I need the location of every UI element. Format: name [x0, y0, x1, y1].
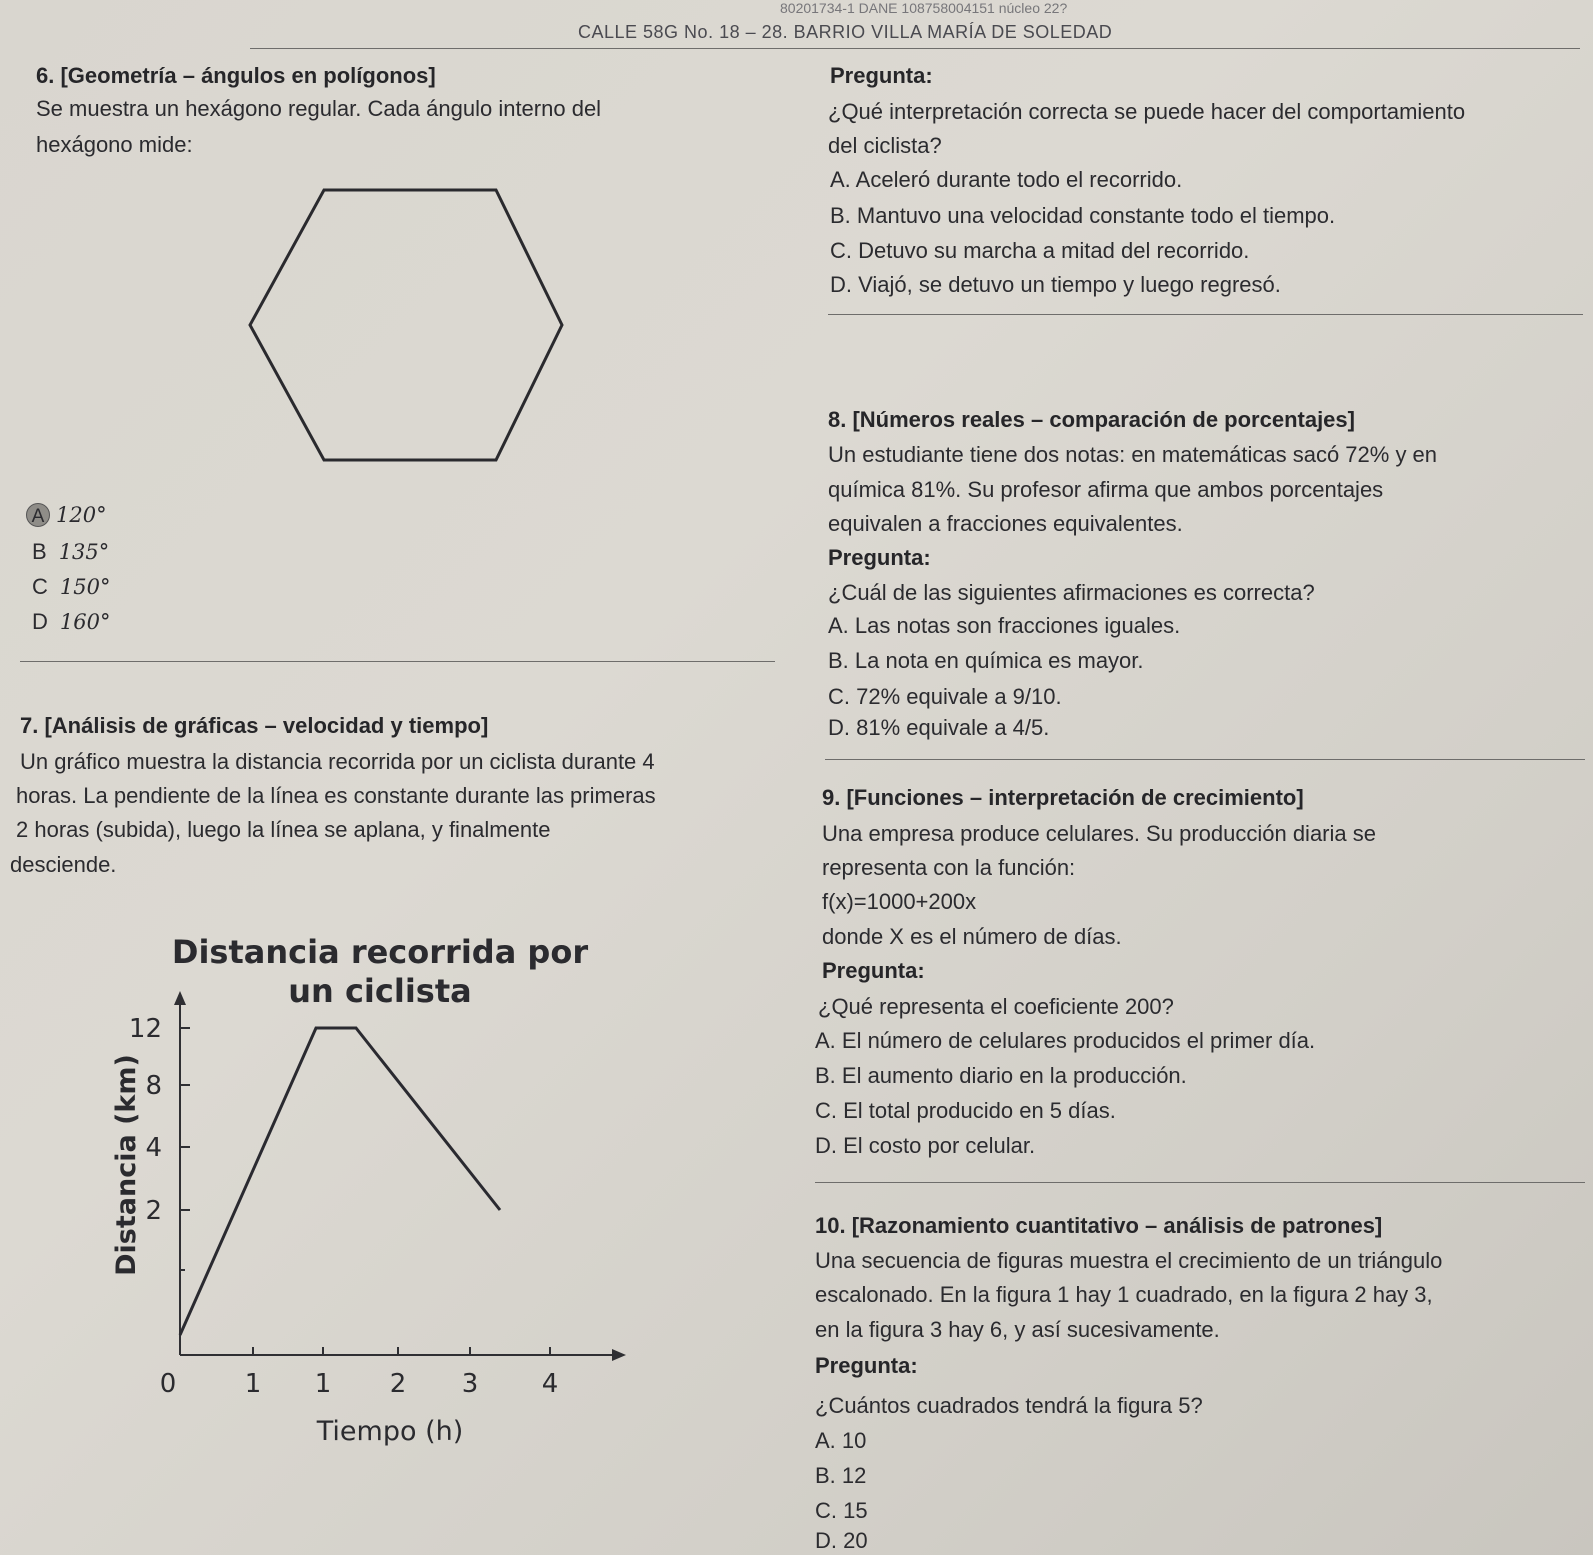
q10-question-label: Pregunta: [815, 1353, 918, 1378]
x-tick-label: 2 [389, 1369, 407, 1399]
q10-option-b[interactable]: B. 12 [815, 1463, 867, 1488]
q9-formula: f(x)=1000+200x [822, 889, 977, 914]
q7-line-2: horas. La pendiente de la línea es constante durante las primeras [16, 783, 656, 808]
q6-option-b-letter: B [32, 539, 47, 564]
q8-option-b[interactable]: B. La nota en química es mayor. [828, 648, 1144, 673]
q6-option-d[interactable] [32, 609, 110, 635]
q9-title: 9. [Funciones – interpretación de crecimiento] [822, 785, 1304, 810]
q10-line-2: escalonado. En la figura 1 hay 1 cuadrado, en la figura 2 hay 3, [815, 1282, 1433, 1307]
q7-question-line-2: del ciclista? [828, 133, 942, 158]
q8-option-a[interactable]: A. Las notas son fracciones iguales. [828, 613, 1181, 638]
q9-line-2: representa con la función: [822, 855, 1076, 880]
x-axis-arrow-icon [612, 1349, 626, 1361]
q6-option-d-letter: D [32, 609, 48, 634]
q9-question-label: Pregunta: [822, 958, 925, 983]
q9-option-a[interactable]: A. El número de celulares producidos el primer día. [815, 1028, 1316, 1053]
q10-option-c[interactable]: C. 15 [815, 1498, 868, 1523]
q9-separator [815, 1182, 1585, 1183]
q10-option-d[interactable]: D. 20 [815, 1528, 868, 1553]
y-tick-label: 2 [145, 1196, 162, 1226]
hexagon-shape [250, 190, 562, 460]
y-tick-label: 4 [145, 1133, 162, 1163]
header-top-line: 80201734-1 DANE 108758004151 núcleo 22? [780, 0, 1068, 16]
q8-option-d[interactable]: D. 81% equivale a 4/5. [828, 715, 1050, 740]
q9-question: ¿Qué representa el coeficiente 200? [818, 994, 1174, 1019]
x-tick-label: 1 [244, 1369, 262, 1399]
q7-option-b[interactable]: B. Mantuvo una velocidad constante todo el tiempo. [830, 203, 1336, 228]
header-rule [250, 48, 1580, 49]
q8-line-2: química 81%. Su profesor afirma que ambos porcentajes [828, 477, 1384, 502]
x-tick-label: 4 [541, 1369, 559, 1399]
q7-title: 7. [Análisis de gráficas – velocidad y tiempo] [20, 713, 489, 738]
q6-line-2: hexágono mide: [36, 132, 193, 157]
q6-option-c-value: 150° [59, 575, 111, 599]
q9-option-d[interactable]: D. El costo por celular. [815, 1133, 1036, 1158]
q7-line-1: Un gráfico muestra la distancia recorrida por un ciclista durante 4 [20, 749, 655, 774]
q7-question-line-1: ¿Qué interpretación correcta se puede hacer del comportamiento [828, 99, 1466, 124]
q7-separator [828, 314, 1583, 315]
q6-option-b[interactable] [32, 539, 109, 565]
distance-time-chart [90, 925, 740, 1460]
q7-option-d[interactable]: D. Viajó, se detuvo un tiempo y luego regresó. [830, 272, 1281, 297]
q10-line-3: en la figura 3 hay 6, y así sucesivamente. [815, 1317, 1220, 1342]
x-tick-label: 1 [314, 1369, 332, 1399]
x-tick-label: 3 [461, 1369, 479, 1399]
q9-option-b[interactable]: B. El aumento diario en la producción. [815, 1063, 1187, 1088]
q7-question-label: Pregunta: [830, 63, 933, 88]
q8-line-1: Un estudiante tiene dos notas: en matemáticas sacó 72% y en [828, 442, 1438, 467]
x-axis-label: Tiempo (h) [316, 1416, 464, 1447]
q6-option-d-value: 160° [59, 610, 111, 634]
series-line-distancia [180, 1028, 500, 1335]
q6-line-1: Se muestra un hexágono regular. Cada ángulo interno del [36, 96, 602, 121]
chart-title-line-2: un ciclista [288, 972, 472, 1010]
q8-question-label: Pregunta: [828, 545, 931, 570]
q6-option-b-value: 135° [58, 540, 110, 564]
q7-line-4: desciende. [10, 852, 117, 877]
q8-title: 8. [Números reales – comparación de porcentajes] [828, 407, 1355, 432]
q9-option-c[interactable]: C. El total producido en 5 días. [815, 1098, 1116, 1123]
q6-option-c-letter: C [32, 574, 48, 599]
q6-option-c[interactable] [32, 574, 110, 600]
q10-title: 10. [Razonamiento cuantitativo – análisis de patrones] [815, 1213, 1383, 1238]
q8-question: ¿Cuál de las siguientes afirmaciones es correcta? [828, 580, 1315, 605]
y-axis-label: Distancia (km) [111, 1054, 142, 1276]
q10-option-a[interactable]: A. 10 [815, 1428, 867, 1453]
q7-option-a[interactable]: A. Aceleró durante todo el recorrido. [830, 167, 1183, 192]
hexagon-figure [240, 180, 580, 470]
q9-where: donde X es el número de días. [822, 924, 1122, 949]
y-tick-label: 12 [128, 1014, 162, 1044]
header-address: CALLE 58G No. 18 – 28. BARRIO VILLA MARÍA DE SOLEDAD [578, 22, 1113, 42]
q6-separator [20, 661, 775, 662]
option-a-circle-icon: A [26, 503, 50, 527]
q6-option-a[interactable] [26, 503, 107, 527]
q10-question: ¿Cuántos cuadrados tendrá la figura 5? [815, 1393, 1203, 1418]
q8-separator [825, 759, 1585, 760]
q6-title: 6. [Geometría – ángulos en polígonos] [36, 63, 436, 88]
q9-line-1: Una empresa produce celulares. Su producción diaria se [822, 821, 1376, 846]
q7-line-3: 2 horas (subida), luego la línea se aplana, y finalmente [16, 817, 551, 842]
q7-option-c[interactable]: C. Detuvo su marcha a mitad del recorrido. [830, 238, 1250, 263]
y-tick-label: 8 [145, 1071, 162, 1101]
q8-line-3: equivalen a fracciones equivalentes. [828, 511, 1183, 536]
q6-option-a-value: 120° [56, 503, 107, 527]
q8-option-c[interactable]: C. 72% equivale a 9/10. [828, 684, 1062, 709]
x-tick-label: 0 [159, 1369, 177, 1399]
y-axis-arrow-icon [174, 991, 186, 1005]
q10-line-1: Una secuencia de figuras muestra el crecimiento de un triángulo [815, 1248, 1443, 1273]
chart-title-line-1: Distancia recorrida por [171, 933, 589, 971]
